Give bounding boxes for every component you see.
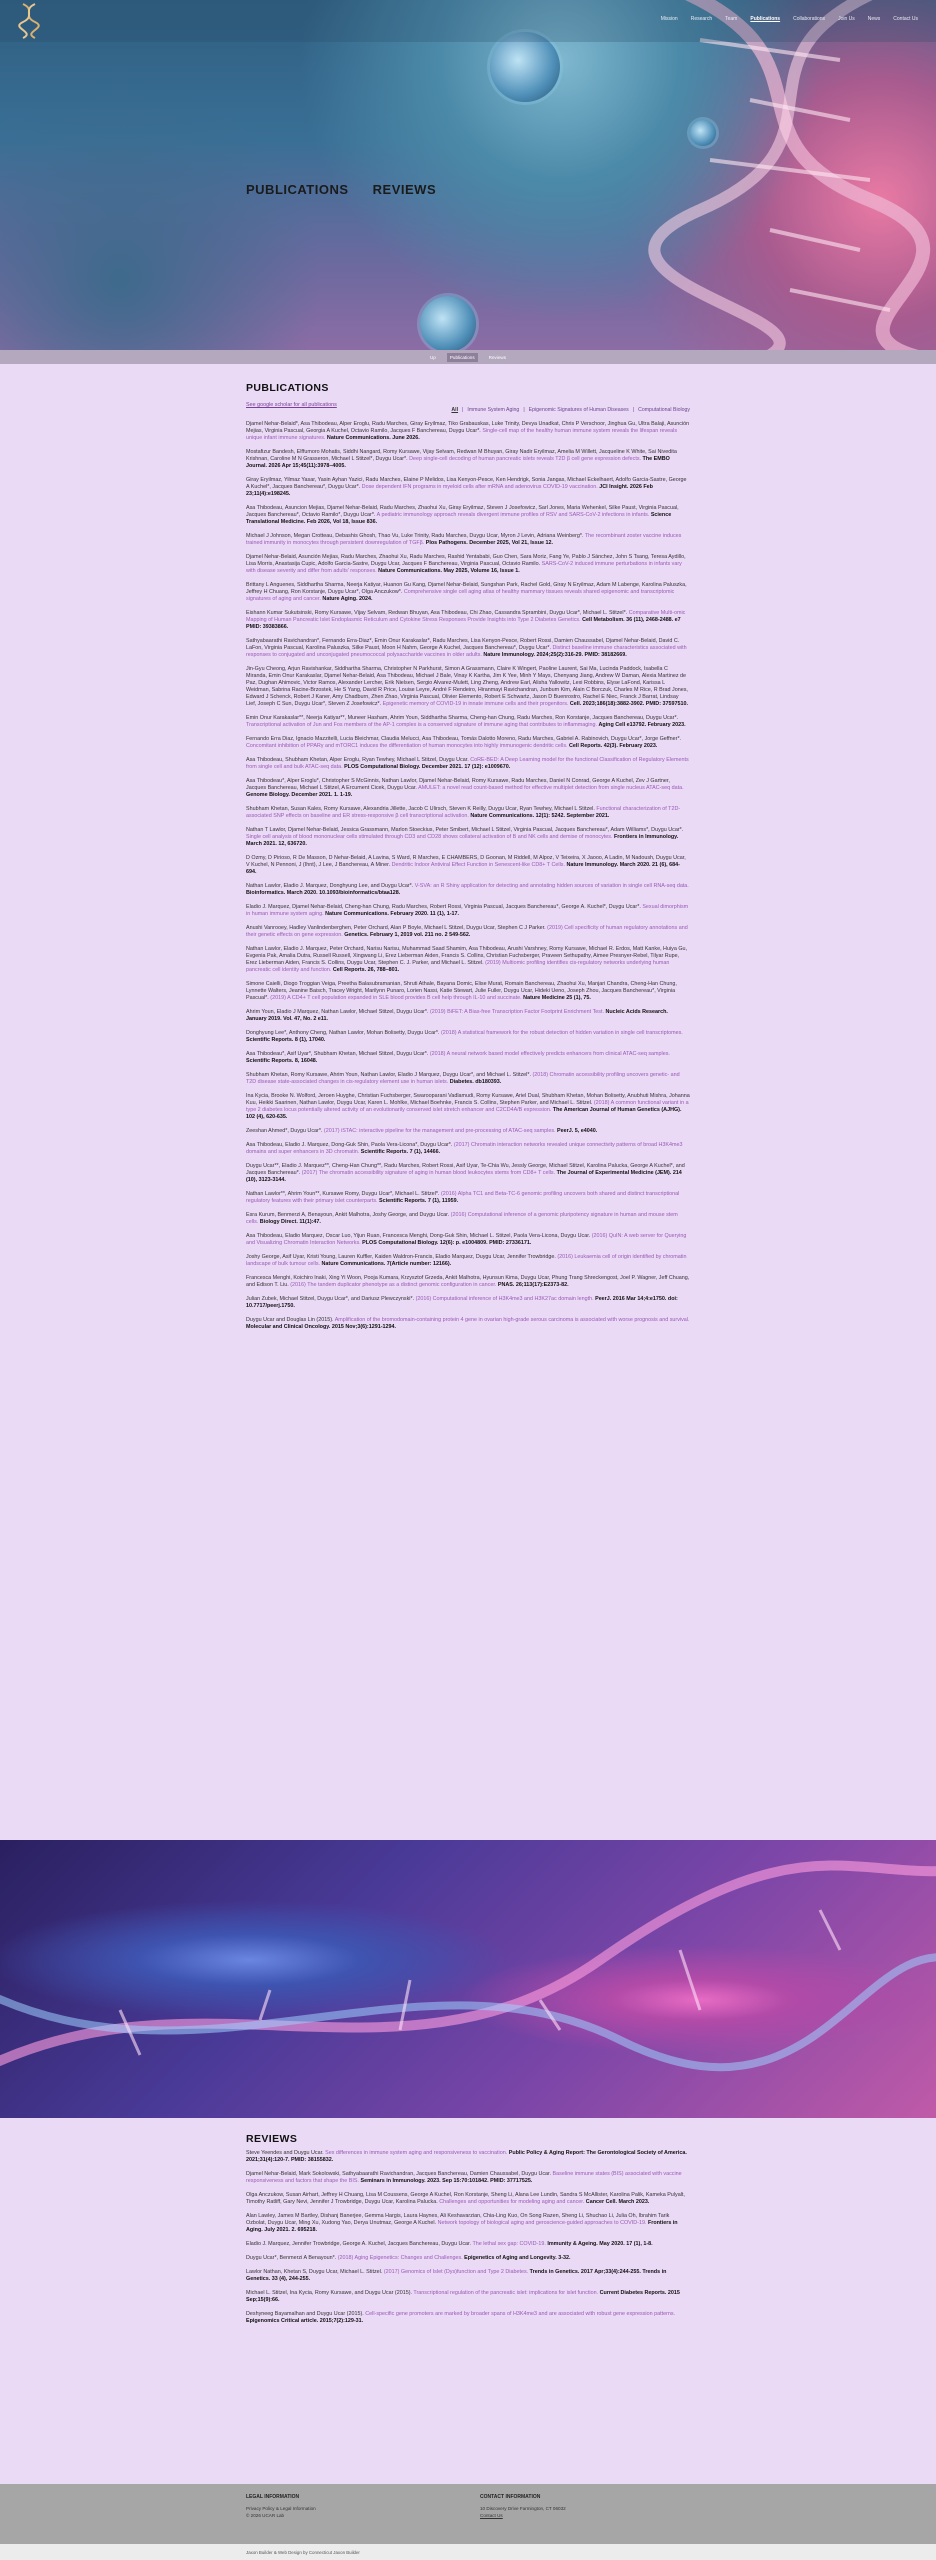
item-journal: Immunity & Ageing. May 2020. 17 (1), 1-8. [547,2241,653,2247]
item-authors: Francesca Menghi, Koichiro Inaki, Xing Yi Woon, Pooja Kumara, Krzysztof Grzeda, Ankit Malhotra, Hyunsun Kima, Duygu Ucar, Phung Trang Shreckengost, Joel P. Wagner, Jeff Chuang, and Edison T. Liu. [246,1275,690,1288]
item-authors: Brittany L Anguenes, Siddhartha Sharma, Neerja Katiyar, Huanon Gu Kang, Djamel Nehar-Belaid, Sungshan Park, Rachel Gold, Giray N Eryilmaz, Adam M Labenge, Karolina Paluszka, Jeffrey H Chuang, Ron Korstanje, Duygu Ucar*, Olga Anczukow*. [246,582,687,595]
item-title[interactable]: AMULET: a novel read count-based method for effective multiplet detection from single nucleus ATAC-seq data. [418,785,684,791]
item-title[interactable]: SARS-CoV-2 induced immune perturbations in infants vary with disease severity and differ from adults' responses. [246,561,682,574]
item-title[interactable]: CoRE-BED: A Deep Learning model for the functional Classification of Regulatory Elements from single cell and bulk ATAC-seq data. [246,757,689,770]
item-title[interactable]: (2016) Leukaemia cell of origin identified by chromatin landscape of bulk tumour cells. [246,1254,687,1267]
item-title[interactable]: Deep single-cell decoding of human pancreatic islets reveals T2D β cell gene expression defects. [409,456,642,462]
publication-item [246,421,690,442]
item-title[interactable]: Amplification of the bromodomain-containing protein 4 gene in ovarian high-grade serous carcinoma is associated with worse prognosis and survival. [334,1317,690,1323]
item-authors: Deshyneeg Bayamalhan and Duygu Ucar (2015). [246,2311,364,2317]
item-authors: Asa Thibodeau*, Asif Uyar*, Shubham Khetan, Michael Stitzel, Duygu Ucar*. [246,1051,429,1057]
item-journal: Frontiers in Immunology. March 2021. 12, 636720. [246,834,679,847]
item-journal: Trends in Genetics. 2017 Apr;33(4):244-255. Trends in Genetics. 33 (4), 244-255. [246,2269,667,2282]
publication-item [246,1163,690,1184]
item-authors: Asa Thibodeau, Shubham Khetan, Alper Eroglu, Ryan Tewhey, Michael L Stitzel, Duygu Ucar. [246,757,469,763]
publication-item [246,806,690,820]
publication-item [246,610,690,631]
item-title[interactable]: Distinct baseline immune characteristics associated with responses to conjugated and unconjugated pneumococcal polysaccharide vaccines in older adults. [246,645,687,658]
item-title[interactable]: (2016) The tandem duplicator phenotype as a distinct genomic configuration in cancer. [290,1282,497,1288]
publication-item [246,946,690,974]
item-title[interactable]: (2016) QuIN: A web server for Querying and Visualizing Chromatin Interaction Networks. [246,1233,687,1246]
review-item [246,2269,690,2283]
item-journal: Genetics. February 1, 2019 vol. 211 no. 2 549-562. [344,932,471,938]
item-authors: Eladio J. Marquez, Jennifer Trowbridge, George A. Kuchel, Jacques Banchereau, Duygu Ucar. [246,2241,472,2247]
publication-item [246,505,690,526]
item-title[interactable]: V-SVA: an R Shiny application for detecting and annotating hidden sources of variation in single cell RNA-seq data. [414,883,689,889]
item-title[interactable]: Transcriptional activation of Jun and Fos members of the AP-1 complex is a conserved signature of immune aging that contributes to inflammaging. [246,722,597,728]
item-journal: Aging Cell e13792. February 2023. [598,722,686,728]
item-journal: PeerJ. 5, e4040. [557,1128,598,1134]
footer-copyright: © 2026 UCAR Lab [246,2513,285,2518]
virus-graphic [420,296,476,350]
nav-item-news[interactable]: News [867,16,881,22]
item-journal: Cell Reports. 26, 788–801. [332,967,400,973]
item-authors: Asa Thibodeau, Eladio Marquez, Oscar Luo, Yijun Ruan, Francesca Menghi, Dong-Guk Shin, Michael L. Stitzel, Paola Vera-Licona, Duygu Ucar. [246,1233,591,1239]
item-authors: Olga Anczukow, Susan Airhart, Jeffrey H Chuang, Lisa M Coussens, George A Kuchel, Ron Korstanje, Sheng Li, Alana Lee Lundin, Sandra S McAllister, Karolina Palik, Kameka Pulyalt, Timothy Ratliff, Gary Nevi, Jennifer J Trowbridge, Duygu Ucar, Karolina Palucka. [246,2192,685,2205]
dna-helix-graphic [640,0,936,350]
item-journal: Scientific Reports. 8, 16048. [246,1058,318,1064]
publication-item [246,736,690,750]
item-authors: Asa Thibodeau, Asuncion Mejias, Djamel Nehar-Belaid, Radu Marches, Zhaohui Xu, Giray Eryilmaz, Steven J Josefowicz, Sarl Jones, Maria Wehenkel, Silke Paust, Virginia Pascual, Jacques Banchereau*, Octavio Ramilo*, Duygu Ucar*. [246,505,679,518]
nav-item-mission[interactable]: Mission [660,16,678,22]
item-journal: Plos Pathogens. December 2025, Vol 21, Issue 12. [425,540,554,546]
item-title[interactable]: Dendritic Indoor Antiviral Effect Function in Senescent-like CD8+ T Cells. [391,862,565,868]
publication-item [246,757,690,771]
item-title[interactable]: (2019) Multiomic profiling identifies cis-regulatory networks underlying human pancreatic cell identity and function. [246,960,670,973]
item-authors: Eishann Kumar Sukutsinski, Romy Kursawe, Vijay Selvam, Redwan Bhuyan, Asa Thibodeau, Chi Zhao, Cassandra Sprambini, Duygu Ucar*, Michael L. Stitzel*. [246,610,628,616]
publication-item [246,981,690,1002]
item-journal: The Journal of Experimental Medicine (JEM). 214 (10), 3123-3144. [246,1170,682,1183]
publication-item [246,477,690,498]
item-authors: Steve Yeendes and Duygu Ucar. [246,2150,324,2156]
filter-separator: | [523,407,525,413]
footer-contact-title: CONTACT INFORMATION [480,2494,541,2500]
item-journal: Nature Communications. May 2025, Volume 16, Issue 1. [378,568,520,574]
item-title[interactable]: (2018) A common functional variant in a type 2 diabetes locus potentially altered activity of an evolutionarily conserved islet stretch enhancer and C2CD4A/B expression. [246,1100,689,1113]
footer [0,2484,936,2544]
item-title[interactable]: Comparative Multi-omic Mapping of Human Pancreatic Islet Endoplasmic Reticulum and Cytokine Stress Responses Provide Insights into Type 2 Diabetes Genetics. [246,610,686,623]
item-authors: Sathyabaarathi Ravichandran*, Fernando Erra-Diaz*, Emin Onur Karakaslar*, Radu Marches, Lisa Kenyon-Pesce, Robert Rossi, Damien Chaussabel, Djamel Nehar-Belaid, David C. LaFon, Virginia Pascual, Karolina Paluszka, Silke Paust, Moon H Nahm, George A Kuchel, Jacques Banchereau*, Duygu Ucar*. [246,638,680,651]
item-title[interactable]: Epigenetic memory of COVID-19 in innate immune cells and their progenitors. [382,701,569,707]
item-journal: Nature Medicine 25 (1), 75. [523,995,591,1001]
item-authors: Donghyung Lee*, Anthony Cheng, Nathan Lawlor, Mohan Bolisetty, Duygu Ucar*. [246,1030,440,1036]
item-authors: Asa Thibodeau*, Alper Eroglu*, Christopher S McGinnis, Nathan Lawlor, Djamel Nehar-Belaid, Romy Kursawe, Radu Marches, Daniel N Conrad, George A Kuchel, Zev J Gartner, Jacques Banchereau, Michael L Stitzel, A Ercument Cicek, Duygu Ucar. [246,778,670,791]
item-title[interactable]: Sex differences in immune system aging and responsiveness to vaccination. [325,2150,508,2156]
publication-item [246,1254,690,1268]
credit-bar [0,2544,936,2560]
item-title[interactable]: (2017) The chromatin accessibility signature of aging in human blood leukocytes stems from CD8+ T cells. [301,1170,556,1176]
item-authors: Djamel Nehar-Belaid, Mark Sokolowski, Sathyabaarathi Ravichandran, Jacques Banchereau, Damien Chaussabel, Duygu Ucar. [246,2171,552,2177]
item-journal: Nature Immunology. 2024;25(2):316-29. PMID: 38182669. [483,652,627,658]
review-item [246,2255,690,2262]
reviews-heading: REVIEWS [246,2133,298,2145]
publication-item [246,449,690,470]
reviews-section [246,2133,936,2325]
hero-banner [0,0,936,350]
item-authors: D Ozmy, D Pirioso, R De Masson, D Nehar-Belaid, A Lavina, S Ward, R Marches, E CHAMBERS, D Goonan, M Riddell, M Alpoz, V Teixeira, X Jaooo, A Ladin, M Nadoush, Duygu Ucar, V Kuchel, N Pennoni, J (Ihnt), J Lee, J Banchereau, A Miner. [246,855,686,868]
item-journal: Scientific Reports. 7 (1), 11959. [379,1198,459,1204]
item-authors: Duygu Ucar and Douglas Lin (2015). [246,1317,334,1323]
virus-graphic [490,32,560,102]
footer-contact-link[interactable]: Contact Us [480,2513,503,2518]
item-title[interactable]: Concomitant inhibition of PPARγ and mTORC1 induces the differentiation of human monocytes into highly immunogenic dendritic cells. [246,743,568,749]
publication-item [246,638,690,659]
publication-item [246,1212,690,1226]
item-authors: Duygu Ucar*, Benmerzi A Benayoun*. [246,2255,337,2261]
item-title[interactable]: (2016) Alpha TC1 and Beta-TC-6 genomic profiling uncovers both shared and distinct transcriptional regulatory features with their primary islet counterparts. [246,1191,680,1204]
nav-item-join-us[interactable]: Join Us [838,16,855,22]
virus-graphic [690,120,716,146]
item-title[interactable]: Dose dependent IFN programs in myeloid cells after mRNA and adenovirus COVID-19 vaccination. [361,484,598,490]
item-journal: Frontiers in Aging. July 2021. 2. 695218. [246,2220,678,2233]
item-title[interactable]: (2018) A neural network based model effectively predicts enhancers from clinical ATAC-seq samples. [429,1051,670,1057]
review-item [246,2241,690,2248]
google-scholar-link[interactable]: See google scholar for all publications [246,402,337,408]
item-authors: Anushi Vanrooey, Hadley Vanlindenberghen, Peter Orchard, Alan P Boyle, Michael L Stitzel, Duygu Ucar, Stephen C J Parker. [246,925,546,931]
footer-legal [246,2494,316,2519]
item-authors: Djamel Nehar-Belaid, Asunción Mejías, Radu Marches, Zhaohui Xu, Radu Marches, Rashid Yentababi, Guo Chen, Sara Moriz, Fang Ye, Pablo J Sánchez, John S Tsang, Teresa Aydillo, Lisa Morris, Anastasija Cupic, Adolfo Garcia-Sastre, Duygu Ucar, Jacques F Banchereau, Virginia Pascual, Octavio Ramilo. [246,554,686,567]
footer-privacy-link[interactable]: Privacy Policy & Legal Information [246,2506,316,2511]
item-journal: Epigenomics Critical article. 2015;7(2):129-31. [246,2318,364,2324]
subnav-item-reviews[interactable]: Reviews [488,354,506,360]
item-title[interactable]: (2018) Aging Epigenetics: Changes and Challenges. [337,2255,463,2261]
filter-computational-biology[interactable]: Computational Biology [638,407,690,413]
item-title[interactable]: Network topology of biological aging and geroscience-guided approaches to COVID-19. [437,2220,647,2226]
item-journal: Biology Direct. 11(1):47. [259,1219,321,1225]
item-authors: Zeeshan Ahmed*, Duygu Ucar*. [246,1128,323,1134]
top-navigation-bar [0,0,936,42]
item-authors: Joshy George, Asif Uyar, Kristi Young, Lauren Kuffler, Kaiden Waldron-Francis, Eladio Marquez, Duygu Ucar, Jennifer Trowbridge. [246,1254,556,1260]
item-title[interactable]: The recombinant zoster vaccine induces trained immunity in monocytes through persistent downregulation of TGFβ. [246,533,682,546]
item-journal: The EMBO Journal. 2026 Apr 15;45(11):3978–4005. [246,456,670,469]
lab-logo-icon[interactable] [18,2,40,40]
item-authors: Shubham Khetan, Susan Kales, Romy Kursawe, Alexandria Jillette, Jacob C Ulirsch, Steven K Reilly, Duygu Ucar, Ryan Tewhey, Michael L Stitzel. [246,806,595,812]
publication-item [246,1142,690,1156]
hero-title-reviews: REVIEWS [372,182,437,197]
publication-item [246,778,690,799]
publication-item [246,582,690,603]
item-title[interactable]: (2019) Cell specificity of human regulatory annotations and their genetic effects on gene expression. [246,925,688,938]
item-journal: Cell Metabolism. 36 (11), 2468-2488. e7 PMID: 39383866. [246,617,681,630]
item-journal: PLOS Computational Biology. December 2021. 17 (12): e1009670. [344,764,511,770]
item-journal: Cancer Cell. March 2023. [585,2199,650,2205]
item-journal: Cell Reports. 42(3). February 2023. [569,743,658,749]
item-journal: Nature Communications. June 2026. [326,435,420,441]
item-title[interactable]: A pediatric immunology approach reveals divergent immune profiles of RSV and SARS-CoV-2 infections in infants. [376,512,650,518]
item-journal: PNAS. 26;113(17):E2373-82. [497,1282,569,1288]
item-authors: Michael L. Stitzel, Ina Kycia, Romy Kursawe, and Duygu Ucar (2015). [246,2290,412,2296]
item-authors: Ina Kycia, Brooke N. Wolford, Jeroen Huyghe, Christian Fuchsberger, Swarooparani Vadlamudi, Romy Kursawe, Ariel Dual, Shubham Khetan, Mohan Bolisetty, Anubhuti Mishra, Johanna Kuu, Heikki Saarinen, Nathan Lawlor, Duygu Ucar, Karen L. Mohlke, Michael Boehnke, Francis S. Collins, Stephen Parker, and Michael L. Stitzel. [246,1093,690,1106]
hero-title-publications: PUBLICATIONS [246,182,349,197]
review-item [246,2171,690,2185]
filter-all[interactable]: All [451,407,459,413]
publication-item [246,1275,690,1289]
item-authors: Nathan Lawlor**, Ahrim Youn**, Kursawe Romy, Duygu Ucar*, Michael L. Stitzel*. [246,1191,440,1197]
publication-item [246,715,690,729]
publication-item [246,1072,690,1086]
item-authors: Nathan Lawlor, Eladio J. Marquez, Peter Orchard, Narisu Narisu, Muhammad Saad Shamim, Asa Thibodeau, Arushi Varshney, Romy Kursawe, Michael R. Erdos, Matt Kanke, Huiya Gu, Evgenia Pak, Amalia Dutra, Russell Russell, Xingwang Li, Erez Lieberman Aiden, Francis S. Collins, Christian Fuchsberger, Praveen Sethupathy, Aimee Presnyer-Rebel, Tilyar Rupe, Erez Lieberman Aiden, Francis S. Collins, Duygu Ucar, Stephen C. J. Parker, and Michael L. Stitzel. [246,946,688,966]
item-authors: Djamel Nehar-Belaid*, Asa Thibodeau, Alper Eroglu, Radu Marches, Giray Eryilmaz, Tiko Grabauskas, Luke Trinity, Devya Unadkat, Chris P Verschoor, Jinghua Gu, Ultra Balaji, Asunción Mejias, Virginia Pascual, Georgia A Kuchel, Octavio Ramilo, Jacques F Banchereau, Duygu Ucar*. [246,421,690,434]
main-nav [661,16,918,23]
item-journal: Nature Aging. 2024. [322,596,373,602]
item-title[interactable]: (2018) Chromatin accessibility profiling uncovers genetic- and T2D disease state-associated changes in cis-regulatory element use in human islets. [246,1072,680,1085]
publication-item [246,1191,690,1205]
item-authors: Mostafizur Bandesh, Elffumoro Mohatis, Siddhi Nangard, Romy Kursawe, Vijay Selvam, Redwan M Bhuyan, Giray Nadir Eryilmaz, Amelia M Willett, Jacqueline K White, Sai Nivedita Krishnan, Caroline M N Grasseron, Michael L Stitzel*, Duygu Ucar*. [246,449,677,462]
publication-item [246,1317,690,1331]
site-credit: Jaxon Builder & Web Design by Connecticut Jaxon Builder [246,2550,360,2555]
review-item [246,2150,690,2164]
filter-immune-system-aging[interactable]: Immune System Aging [467,407,520,413]
footer-address: 10 Discovery Drive Farmington, CT 06032 [480,2506,566,2511]
item-journal: Bioinformatics. March 2020. 10.1093/bioinformatics/btaa128. [246,890,401,896]
item-journal: Genome Biology. December 2021. 1. 1-19. [246,792,353,798]
item-journal: JCI Insight. 2026 Feb 23;11(4):e198245. [246,484,653,497]
item-title[interactable]: Cell-specific gene promoters are marked by broader spans of H3K4me3 and are associated with robust gene expression patterns. [365,2311,676,2317]
item-authors: Nathan T Lawlor, Djamel Nehar-Belaid, Jessica Grassmann, Marlon Stoeckius, Peter Smibert, Michael L Stitzel, Virginia Pascual, Jacques Banchereau*, Adam Williams*, Duygu Ucar*. [246,827,684,833]
item-title[interactable]: (2018) A statistical framework for the robust detection of hidden variation in single cell transcriptomes. [440,1030,683,1036]
item-authors: Ahrim Youn, Eladio J Marquez, Nathan Lawlor, Michael Stitzel, Duygu Ucar*. [246,1009,429,1015]
publication-item [246,666,690,708]
review-item [246,2311,690,2325]
item-title[interactable]: Sexual dimorphism in human immune system aging. [246,904,689,917]
item-authors: Eladio J. Marquez, Djamel Nehar-Belaid, Cheng-han Chung, Radu Marches, Robert Rossi, Virginia Pascual, Jacques Banchereau*, George A. Kuchel*, Duygu Ucar*. [246,904,641,910]
publication-item [246,1030,690,1044]
item-authors: Lawlor Nathan, Khetan S, Duygu Ucar, Michael L. Stitzel. [246,2269,383,2275]
item-journal: Nature Immunology. March 2020. 21 (6), 684-694. [246,862,680,875]
item-title[interactable]: Functional characterization of T2D-associated SNP effects on baseline and ER stress-responsive β cell transcriptional activation. [246,806,681,819]
filter-separator: | [632,407,635,413]
item-title[interactable]: (2016) Computational inference of H3K4me3 and H3K27ac domain length. [415,1296,594,1302]
item-authors: Giray Eryilmaz, Yilmaz Yasar, Yasin Ayhan Yazici, Radu Marches, Elaine P Melidos, Lisa Kenyon-Pesce, Ken Hendrigk, Sonia Jangas, Michael Eckelhaert, Adolfo Garcia-Sastre, George A Kuchel*, Jacques Banchereau*, Duygu Ucar*. [246,477,687,490]
item-journal: Public Policy & Aging Report: The Gerontological Society of America. 2021;31(4):120-7. PMID: 38155832. [246,2150,687,2163]
item-title[interactable]: Single cell analysis of blood mononuclear cells stimulated through CD3 and CD28 shows collateral activation of B and NK cells and demise of monocytes. [246,834,613,840]
item-journal: Science Translational Medicine. Feb 2026, Vol 18, Issue 836. [246,512,672,525]
publication-item [246,1093,690,1121]
filter-epigenomic-signatures-of-human-diseases[interactable]: Epigenomic Signatures of Human Diseases [528,407,629,413]
dna-divider-banner [0,1840,936,2118]
publication-item [246,827,690,848]
item-title[interactable]: Transcriptional regulation of the pancreatic islet: implications for islet function. [413,2290,599,2296]
review-list [246,2150,936,2325]
item-journal: Diabetes. db180393. [449,1079,502,1085]
subnav-item-publications[interactable]: Publications [447,353,478,362]
nav-item-team[interactable]: Team [725,16,738,22]
item-journal: Nature Communications. February 2020. 11 (1), 1-17. [325,911,460,917]
publication-item [246,1009,690,1023]
item-journal: Scientific Reports. 7 (1), 14466. [360,1149,441,1155]
item-journal: Scientific Reports. 8 (1), 17040. [246,1037,326,1043]
item-journal: Seminars in Immunology. 2023. Sep 15:70:101842. PMID: 37717525. [360,2178,533,2184]
item-title[interactable]: (2017) Chromatin interaction networks revealed unique connectivity patterns of broad H3K4me3 domains and super enhancers in 3D chromatin. [246,1142,683,1155]
item-title[interactable]: (2017) iSTAC: interactive pipeline for the management and pre-processing of ATAC-seq samples. [323,1128,556,1134]
nav-item-research[interactable]: Research [690,16,713,22]
footer-contact [480,2494,566,2519]
item-journal: Molecular and Clinical Oncology. 2015 Nov;3(6):1291-1294. [246,1324,396,1330]
review-item [246,2213,690,2234]
item-authors: Jin-Gyu Cheong, Arjun Ravishankar, Siddhartha Sharma, Christopher N Parkhurst, Simon A Grassmann, Claire K Wingert, Paoline Laurent, Sai Ma, Lucinda Paddock, Isabella C Miranda, Emin Onur Karakaslar, Djamel Nehar-Belaid, Asa Thibodeau, Michael J Bale, Vinay K Kartha, Jim K Yee, Minh Y Mays, Chenyang Jiang, Andrew W Daman, Alexia Martinez de Paz, Dughan Ahimovic, Victor Ramos, Alexander Lercher, Erik Nielsen, Sergio Alvarez-Mulett, Ling Zheng, Andrew Earl, Alisha Yallowitz, Lexi Robbins, Elyse LaFond, Karissa L Weidman, Sabrina Racine-Brzostek, He S Yang, David R Price, Louise Leyre, André F Rendeiro, Hiranmayi Ravichandran, Junbum Kim, Alain C Borczuk, Charles M Rice, R Brad Jones, Edward J Schenck, Robert J Kaner, Amy Chadburn, Zhen Zhao, Virginia Pascual, Olivier Elemento, Robert E Schwartz, Jason D Buenrostro, Rachel E Niec, Franck J Barrat, Lindsay Lief, Joseph C Sun, Duygu Ucar*, Steven Z Josefowicz*. [246,666,688,707]
item-authors: Simone Caielli, Diogo Troggian Veiga, Preetha Balasubramanian, Shruti Athale, Bayana Domic, Elise Murat, Romain Banchereau, Zhaohui Xu, Manjari Chandra, Cheng-Han Chung, Lynnette Walters, Jeanine Baisch, Tracey Wright, Marilynn Punaro, Lorien Nassi, Katie Stewart, Julie Fuller, Duygu Ucar, Hideki Ueno, Joseph Zhou, Jacques Banchereau*, Virginia Pascual*. [246,981,677,1001]
filter-separator: | [462,407,464,413]
footer-legal-title: LEGAL INFORMATION [246,2494,300,2500]
publication-item [246,1128,690,1135]
item-authors: Asa Thibodeau, Eladio J. Marquez, Dong-Guk Shin, Paola Vera-Licona*, Duygu Ucar*. [246,1142,453,1148]
item-authors: Nathan Lawlor, Eladio J. Marquez, Donghyung Lee, and Duygu Ucar*. [246,883,414,889]
item-title[interactable]: (2019) A CD4+ T cell population expanded in SLE blood provides B cell help through IL-10 and succinate. [270,995,522,1001]
publication-item [246,554,690,575]
publication-item [246,1233,690,1247]
publication-item [246,1296,690,1310]
subnav-item-up[interactable]: Up [429,354,436,360]
publications-section [246,382,936,1331]
item-journal: Current Diabetes Reports. 2015 Sep;15(9):66. [246,2290,680,2303]
item-journal: PLOS Computational Biology. 12(6): p. e1004809. PMID: 27336171. [362,1240,532,1246]
item-title[interactable]: (2019) BiFET: A Bias-free Transcription Factor Footprint Enrichment Test. [429,1009,604,1015]
publication-item [246,883,690,897]
publication-list [246,421,936,1331]
item-authors: Emin Onur Karakaslar**, Neerja Katiyar**, Muneer Hasham, Ahrim Youn, Siddhartha Sharma, Cheng-han Chung, Radu Marches, Ron Korstanje, Jacques Banchereau, Duygu Ucar*. [246,715,679,721]
section-subnav [0,350,936,364]
item-authors: Julian Zubek, Michael Stitzel, Duygu Ucar*, and Dariusz Plewczynski*. [246,1296,415,1302]
publications-heading: PUBLICATIONS [246,382,329,394]
item-title[interactable]: (2017) Genomics of Islet (Dys)function and Type 2 Diabetes. [383,2269,529,2275]
item-title[interactable]: Comprehensive single cell aging atlas of healthy mammary tissues reveals shared epigenomic and transcriptomic signatures of aging and cancer. [246,589,675,602]
hero-title [246,182,456,197]
dna-strand-graphic [0,1840,936,2118]
item-title[interactable]: The lethal sex gap: COVID-19. [472,2241,546,2247]
nav-item-publications[interactable]: Publications [750,16,781,22]
item-journal: PeerJ. 2016 Mar 14;4:e1750. doi: 10.7717/peerj.1750. [246,1296,678,1309]
publication-item [246,925,690,939]
item-authors: Duygu Ucar**, Eladio J. Marquez**, Cheng-Han Chung**, Radu Marches, Robert Rossi, Asif Uyar, Te-Chia Wu, Jessly George, Michael Stitzel, Karolina Palucka, George A Kuchel*, and Jacques Banchereau*. [246,1163,685,1176]
item-authors: Alan Lawley, James M Bartley, Dishanj Banerjee, Gemma Hargis, Laura Haynes, Ali Keshavarzian, Chia-Ling Kuo, On Song Razen, Sheng Li, Shuchao Li, Julia Oh, Ibrahim Tarik Ozbolat, Duygu Ucar, Ming Xu, Xudong Yao, Derya Unutmaz, George A Kuchel. [246,2213,670,2226]
item-journal: Cell. 2023;186(18):3882-3902. PMID: 37597510. [569,701,688,707]
item-journal: Nature Communications. 12(1): 5242. September 2021. [470,813,610,819]
item-title[interactable]: Challenges and opportunities for modeling aging and cancer. [439,2199,585,2205]
item-authors: Fernando Erra Diaz, Ignacio Mazzitelli, Lucia Bleichmar, Claudia Melucci, Asa Thibodeau, Tomás Dalotto Moreno, Radu Marches, Gabriel A. Rabinovich, Duygu Ucar*, Jorge Geffner*. [246,736,682,742]
publication-item [246,904,690,918]
item-authors: Shubham Khetan, Romy Kursawe, Ahrim Youn, Nathan Lawlor, Eladio J Marquez, Duygu Ucar*, and Michael L. Stitzel*. [246,1072,531,1078]
review-item [246,2192,690,2206]
item-title[interactable]: Single-cell map of the healthy human immune system reveals the lifespan reveals unique infant immune signatures. [246,428,678,441]
item-authors: Esra Kurum, Benmerzi A, Benayoun, Ankit Malhotra, Joshy George, and Duygu Ucar. [246,1212,450,1218]
item-title[interactable]: Baseline immune states (BIS) associated with vaccine responsiveness and factors that shape the BIS. [246,2171,682,2184]
item-journal: Epigenetics of Aging and Longevity. 3-32. [464,2255,571,2261]
nav-item-collaborations[interactable]: Collaborations [793,16,826,22]
item-journal: Nucleic Acids Research. January 2019. Vol. 47, No. 2 e11. [246,1009,668,1022]
item-authors: Michael J Johnson, Megan Crotteau, Debashis Ghosh, Thao Vu, Luke Trinity, Radu Marches, Duygu Ucar, Myron J Levin, Adriana Weinberg*. [246,533,584,539]
publication-item [246,1051,690,1065]
publication-item [246,533,690,547]
item-title[interactable]: (2016) Computational inference of a genomic pluripotency signature in human and mouse stem cells. [246,1212,678,1225]
item-journal: Nature Communications. 7(Article number: 12166). [321,1261,452,1267]
item-journal: The American Journal of Human Genetics (AJHG). 102 (4), 620-635. [246,1107,682,1120]
publication-item [246,855,690,876]
nav-item-contact-us[interactable]: Contact Us [893,16,918,22]
review-item [246,2290,690,2304]
